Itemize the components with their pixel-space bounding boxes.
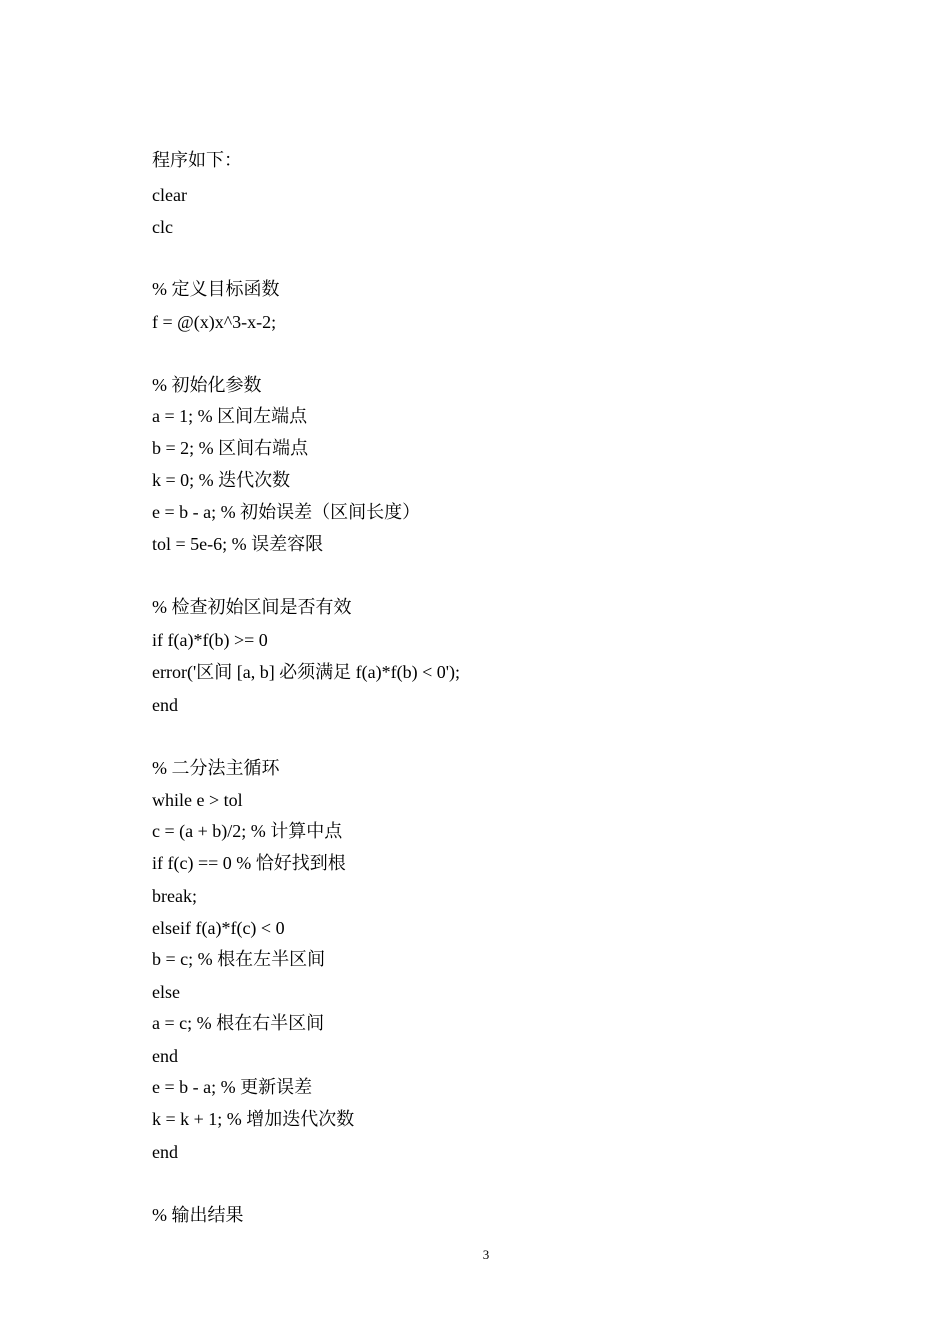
code-line: tol = 5e-6; % 误差容限 (152, 534, 324, 554)
code-line: break; (152, 886, 197, 906)
code-line: e = b - a; % 更新误差 (152, 1077, 313, 1097)
code-line: e = b - a; % 初始误差（区间长度） (152, 502, 421, 522)
code-comment: % 初始化参数 (152, 375, 262, 395)
code-line: else (152, 982, 180, 1002)
code-comment: % 二分法主循环 (152, 758, 280, 778)
code-line: clear (152, 185, 187, 205)
intro-text: 程序如下： (152, 150, 242, 170)
code-comment: % 定义目标函数 (152, 279, 280, 299)
code-line: clc (152, 217, 173, 237)
code-line: b = c; % 根在左半区间 (152, 949, 326, 969)
code-line: if f(a)*f(b) >= 0 (152, 630, 268, 650)
code-line: end (152, 1046, 178, 1066)
code-line: c = (a + b)/2; % 计算中点 (152, 821, 343, 841)
code-line: while e > tol (152, 790, 243, 810)
page-number: 3 (482, 1247, 490, 1262)
code-line: end (152, 695, 178, 715)
code-comment: % 检查初始区间是否有效 (152, 597, 352, 617)
code-line: f = @(x)x^3-x-2; (152, 312, 277, 332)
code-line: elseif f(a)*f(c) < 0 (152, 918, 285, 938)
code-line: a = 1; % 区间左端点 (152, 406, 308, 426)
code-line: b = 2; % 区间右端点 (152, 438, 309, 458)
code-line: error('区间 [a, b] 必须满足 f(a)*f(b) < 0'); (152, 662, 461, 682)
code-line: k = 0; % 迭代次数 (152, 470, 291, 490)
code-comment: % 输出结果 (152, 1205, 244, 1225)
code-line: if f(c) == 0 % 恰好找到根 (152, 853, 346, 873)
code-line: end (152, 1142, 178, 1162)
code-line: k = k + 1; % 增加迭代次数 (152, 1109, 355, 1129)
code-line: a = c; % 根在右半区间 (152, 1013, 325, 1033)
